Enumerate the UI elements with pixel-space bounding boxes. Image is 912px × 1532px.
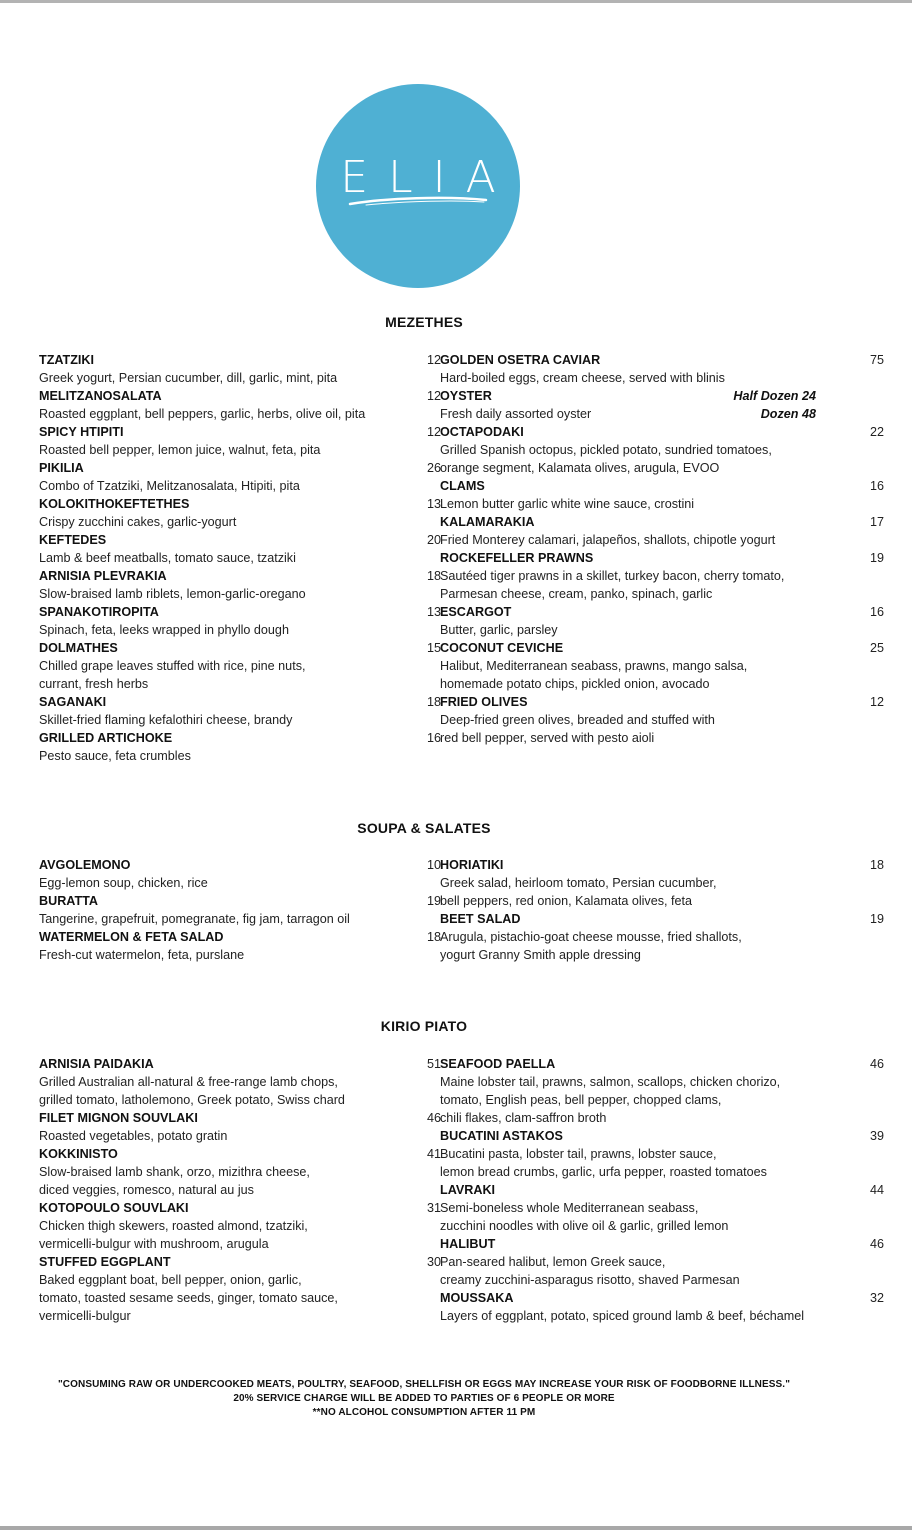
menu-item — [39, 729, 441, 765]
menu-item — [39, 531, 441, 567]
footer-alcohol-notice: **NO ALCOHOL CONSUMPTION AFTER 11 PM — [312, 1407, 536, 1418]
menu-item-description: Roasted eggplant, bell peppers, garlic, herbs, olive oil, pita — [39, 407, 366, 421]
menu-item-name: COCONUT CEVICHE — [440, 641, 564, 655]
menu-item-description: Pan-seared halibut, lemon Greek sauce, — [440, 1255, 666, 1269]
menu-item-description: bell peppers, red onion, Kalamata olives, feta — [440, 894, 693, 908]
menu-item — [440, 693, 884, 747]
menu-item-price: 17 — [869, 515, 884, 529]
menu-item — [39, 423, 441, 459]
menu-item-description: creamy zucchini-asparagus risotto, shaved Parmesan — [440, 1273, 740, 1287]
menu-item-description: Grilled Spanish octopus, pickled potato, sundried tomatoes, — [440, 443, 772, 457]
menu-item — [39, 856, 441, 892]
menu-item — [39, 351, 441, 387]
menu-item-description: Combo of Tzatziki, Melitzanosalata, Htipiti, pita — [39, 479, 300, 493]
menu-item-price: 22 — [869, 425, 884, 439]
menu-item-description: Maine lobster tail, prawns, salmon, scallops, chicken chorizo, — [440, 1075, 781, 1089]
menu-item-description: Slow-braised lamb shank, orzo, mizithra cheese, — [39, 1165, 310, 1179]
section-title-soupa-salates: SOUPA & SALATES — [357, 820, 491, 836]
menu-item-price: 18 — [426, 695, 441, 709]
menu-item-description: Lamb & beef meatballs, tomato sauce, tzatziki — [39, 551, 296, 565]
menu-item — [440, 387, 816, 423]
menu-item-price: 31 — [426, 1201, 441, 1215]
menu-item-price: 19 — [869, 551, 884, 565]
menu-item-name: DOLMATHES — [39, 641, 118, 655]
logo-swoosh-icon — [346, 194, 490, 208]
menu-item — [440, 1181, 884, 1235]
menu-item-description: tomato, English peas, bell pepper, chopped clams, — [440, 1093, 722, 1107]
menu-item-name: SAGANAKI — [39, 695, 107, 709]
menu-item-price: 16 — [426, 731, 441, 745]
menu-item — [39, 639, 441, 693]
menu-item-description: Crispy zucchini cakes, garlic-yogurt — [39, 515, 237, 529]
menu-item-description: Spinach, feta, leeks wrapped in phyllo dough — [39, 623, 289, 637]
menu-item-description: Skillet-fried flaming kefalothiri cheese, brandy — [39, 713, 293, 727]
menu-item — [39, 892, 441, 928]
menu-item-description: Semi-boneless whole Mediterranean seabass, — [440, 1201, 699, 1215]
menu-item-description: tomato, toasted sesame seeds, ginger, tomato sauce, — [39, 1291, 338, 1305]
menu-item-name: BUCATINI ASTAKOS — [440, 1129, 563, 1143]
menu-item-name: WATERMELON & FETA SALAD — [39, 930, 224, 944]
menu-item-description: orange segment, Kalamata olives, arugula, EVOO — [440, 461, 720, 475]
menu-item-description: Bucatini pasta, lobster tail, prawns, lobster sauce, — [440, 1147, 717, 1161]
menu-item-price: 32 — [869, 1291, 884, 1305]
menu-item-price: 10 — [426, 858, 441, 872]
menu-item-description: currant, fresh herbs — [39, 677, 149, 691]
menu-item-sub-price: Dozen 48 — [760, 407, 816, 421]
menu-item-description: Greek salad, heirloom tomato, Persian cucumber, — [440, 876, 717, 890]
menu-item-name: HALIBUT — [440, 1237, 496, 1251]
soupa-left-column — [39, 856, 441, 964]
menu-item-description: Hard-boiled eggs, cream cheese, served with blinis — [440, 371, 725, 385]
menu-item — [440, 513, 884, 549]
menu-item-description: lemon bread crumbs, garlic, urfa pepper, roasted tomatoes — [440, 1165, 767, 1179]
menu-item-price: 18 — [426, 569, 441, 583]
menu-item-name: SPANAKOTIROPITA — [39, 605, 159, 619]
menu-item-description: Fresh-cut watermelon, feta, purslane — [39, 948, 245, 962]
menu-item-description: Layers of eggplant, potato, spiced ground lamb & beef, béchamel — [440, 1309, 805, 1323]
menu-item-price: 51 — [426, 1057, 441, 1071]
menu-item-description: Fresh daily assorted oyster — [440, 407, 592, 421]
menu-item-price: 25 — [869, 641, 884, 655]
menu-item-description: Slow-braised lamb riblets, lemon-garlic-oregano — [39, 587, 306, 601]
menu-item-description: Greek yogurt, Persian cucumber, dill, garlic, mint, pita — [39, 371, 338, 385]
menu-item-price: 44 — [869, 1183, 884, 1197]
menu-item-description: Arugula, pistachio-goat cheese mousse, fried shallots, — [440, 930, 742, 944]
menu-item-name: AVGOLEMONO — [39, 858, 131, 872]
footer-service-charge: 20% SERVICE CHARGE WILL BE ADDED TO PARTIES OF 6 PEOPLE OR MORE — [233, 1393, 615, 1404]
menu-item — [440, 423, 884, 477]
menu-item-name: TZATZIKI — [39, 353, 95, 367]
menu-item — [39, 603, 441, 639]
menu-item — [39, 387, 441, 423]
menu-item — [440, 639, 884, 693]
menu-item-name: CLAMS — [440, 479, 485, 493]
menu-item — [440, 1235, 884, 1289]
menu-item-description: Pesto sauce, feta crumbles — [39, 749, 191, 763]
menu-item — [440, 549, 884, 603]
menu-item-description: yogurt Granny Smith apple dressing — [440, 948, 641, 962]
menu-item — [440, 910, 884, 964]
menu-item-price: 13 — [426, 605, 441, 619]
menu-item-name: ARNISIA PAIDAKIA — [39, 1057, 154, 1071]
menu-item-description: vermicelli-bulgur — [39, 1309, 131, 1323]
menu-item — [39, 693, 441, 729]
menu-item-name: KOKKINISTO — [39, 1147, 118, 1161]
soupa-right-column — [440, 856, 884, 964]
menu-item — [440, 603, 884, 639]
menu-item-description: Roasted vegetables, potato gratin — [39, 1129, 228, 1143]
menu-item-description: Butter, garlic, parsley — [440, 623, 558, 637]
menu-item-name: ROCKEFELLER PRAWNS — [440, 551, 594, 565]
menu-item-description: chili flakes, clam-saffron broth — [440, 1111, 607, 1125]
mezethes-right-column — [440, 351, 884, 747]
menu-item-description: Egg-lemon soup, chicken, rice — [39, 876, 208, 890]
menu-item-name: FRIED OLIVES — [440, 695, 528, 709]
bottom-border — [0, 1526, 912, 1530]
kirio-right-column — [440, 1055, 884, 1325]
menu-item-name: MELITZANOSALATA — [39, 389, 162, 403]
elia-logo — [316, 84, 520, 288]
menu-item — [39, 1253, 441, 1325]
menu-item-description: Chilled grape leaves stuffed with rice, pine nuts, — [39, 659, 306, 673]
menu-item-price: 15 — [426, 641, 441, 655]
menu-item-description: Tangerine, grapefruit, pomegranate, fig jam, tarragon oil — [39, 912, 350, 926]
menu-item-name: ARNISIA PLEVRAKIA — [39, 569, 167, 583]
menu-item — [39, 495, 441, 531]
menu-item-name: OYSTER — [440, 389, 492, 403]
menu-item-name: KEFTEDES — [39, 533, 107, 547]
menu-item-description: homemade potato chips, pickled onion, avocado — [440, 677, 710, 691]
menu-item — [440, 1055, 884, 1127]
menu-item-price: 12 — [426, 425, 441, 439]
section-title-mezethes: MEZETHES — [385, 314, 463, 330]
kirio-left-column — [39, 1055, 441, 1325]
menu-item — [39, 567, 441, 603]
menu-item-price: 46 — [426, 1111, 441, 1125]
menu-item-price: 18 — [426, 930, 441, 944]
menu-item — [39, 1109, 441, 1145]
menu-item — [39, 1199, 441, 1253]
menu-item-description: Grilled Australian all-natural & free-range lamb chops, — [39, 1075, 338, 1089]
menu-item-name: FILET MIGNON SOUVLAKI — [39, 1111, 198, 1125]
menu-item — [440, 477, 884, 513]
menu-item-price: 26 — [426, 461, 441, 475]
menu-item-name: KOLOKITHOKEFTETHES — [39, 497, 190, 511]
menu-item-description: Roasted bell pepper, lemon juice, walnut, feta, pita — [39, 443, 321, 457]
menu-item-price: 46 — [869, 1057, 884, 1071]
menu-item — [39, 928, 441, 964]
menu-item-description: zucchini noodles with olive oil & garlic, grilled lemon — [440, 1219, 729, 1233]
menu-item-price: 46 — [869, 1237, 884, 1251]
menu-item-price: 20 — [426, 533, 441, 547]
menu-item — [39, 1055, 441, 1109]
menu-item-name: BEET SALAD — [440, 912, 521, 926]
menu-item — [440, 856, 884, 910]
top-border — [0, 0, 912, 3]
section-title-kirio-piato: KIRIO PIATO — [380, 1018, 468, 1034]
menu-item-name: SPICY HTIPITI — [39, 425, 124, 439]
menu-item-description: red bell pepper, served with pesto aioli — [440, 731, 655, 745]
menu-item — [440, 351, 884, 387]
menu-item — [39, 459, 441, 495]
menu-item-price: 39 — [869, 1129, 884, 1143]
menu-item-price: 18 — [869, 858, 884, 872]
menu-item-description: Parmesan cheese, cream, panko, spinach, garlic — [440, 587, 713, 601]
mezethes-left-column — [39, 351, 441, 765]
menu-item — [39, 1145, 441, 1199]
menu-item-price: 19 — [426, 894, 441, 908]
menu-item-description: vermicelli-bulgur with mushroom, arugula — [39, 1237, 269, 1251]
menu-item-description: Sautéed tiger prawns in a skillet, turkey bacon, cherry tomato, — [440, 569, 785, 583]
menu-item-name: KALAMARAKIA — [440, 515, 535, 529]
menu-item-name: STUFFED EGGPLANT — [39, 1255, 171, 1269]
menu-item-name: SEAFOOD PAELLA — [440, 1057, 556, 1071]
menu-item — [440, 1127, 884, 1181]
menu-item-description: Deep-fried green olives, breaded and stuffed with — [440, 713, 715, 727]
menu-item-price: 16 — [869, 605, 884, 619]
menu-item-description: Fried Monterey calamari, jalapeños, shallots, chipotle yogurt — [440, 533, 776, 547]
menu-item-price: 12 — [869, 695, 884, 709]
menu-item-name: ESCARGOT — [440, 605, 512, 619]
menu-item-price: 12 — [426, 389, 441, 403]
menu-item-sub-price: Half Dozen 24 — [733, 389, 816, 403]
menu-item-description: Chicken thigh skewers, roasted almond, tzatziki, — [39, 1219, 308, 1233]
menu-item-price: 41 — [426, 1147, 441, 1161]
menu-item-description: grilled tomato, latholemono, Greek potato, Swiss chard — [39, 1093, 345, 1107]
menu-item-price: 16 — [869, 479, 884, 493]
menu-item-price: 19 — [869, 912, 884, 926]
menu-item-name: MOUSSAKA — [440, 1291, 514, 1305]
menu-item-name: LAVRAKI — [440, 1183, 496, 1197]
menu-item-price: 30 — [426, 1255, 441, 1269]
menu-item-name: HORIATIKI — [440, 858, 504, 872]
menu-item-name: GRILLED ARTICHOKE — [39, 731, 173, 745]
menu-item-description: diced veggies, romesco, natural au jus — [39, 1183, 254, 1197]
footer-raw-food-warning: "CONSUMING RAW OR UNDERCOOKED MEATS, POULTRY, SEAFOOD, SHELLFISH OR EGGS MAY INCREASE YOUR RISK OF FOODBORNE ILLNESS." — [57, 1379, 791, 1390]
menu-item-price: 75 — [869, 353, 884, 367]
menu-item-name: BURATTA — [39, 894, 98, 908]
menu-item — [440, 1289, 884, 1325]
logo-text: ELIA — [340, 152, 516, 203]
menu-item-name: OCTAPODAKI — [440, 425, 524, 439]
menu-item-price: 13 — [426, 497, 441, 511]
menu-item-description: Baked eggplant boat, bell pepper, onion, garlic, — [39, 1273, 302, 1287]
menu-item-price: 12 — [426, 353, 441, 367]
menu-item-name: PIKILIA — [39, 461, 84, 475]
menu-item-name: GOLDEN OSETRA CAVIAR — [440, 353, 601, 367]
menu-item-description: Lemon butter garlic white wine sauce, crostini — [440, 497, 695, 511]
menu-item-description: Halibut, Mediterranean seabass, prawns, mango salsa, — [440, 659, 748, 673]
menu-item-name: KOTOPOULO SOUVLAKI — [39, 1201, 189, 1215]
